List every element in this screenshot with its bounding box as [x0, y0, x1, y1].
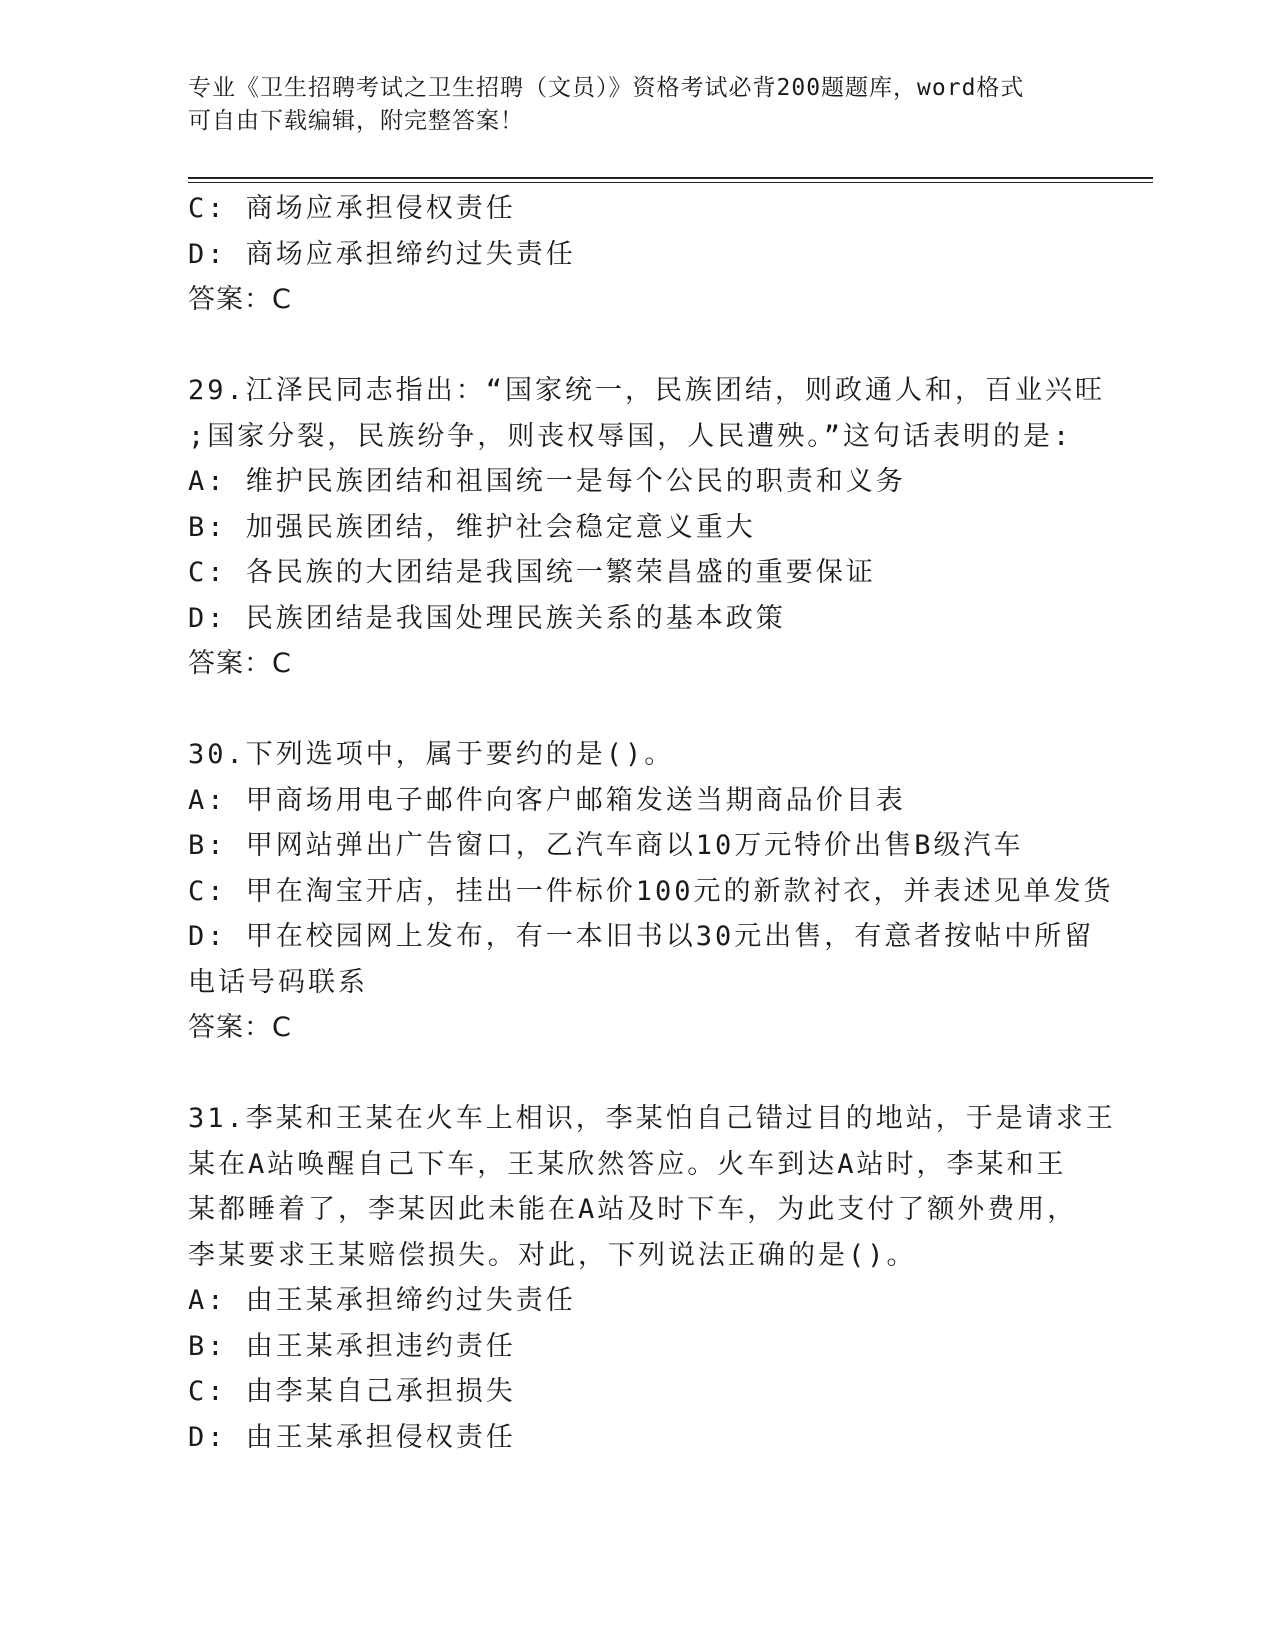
question-31	[188, 1096, 1116, 1460]
answer-label: 答案：C	[188, 284, 292, 315]
spacer	[188, 1051, 1088, 1097]
option-c: C: 由李某自己承担损失	[188, 1376, 516, 1407]
question-stem-line: 某都睡着了，李某因此未能在A站及时下车，为此支付了额外费用，	[188, 1194, 1078, 1225]
header-rule-thick	[188, 177, 1153, 179]
question-stem-line: 李某要求王某赔偿损失。对此，下列说法正确的是()。	[188, 1239, 917, 1271]
option-d: D: 甲在校园网上发布，有一本旧书以30元出售，有意者按帖中所留	[188, 921, 1095, 952]
option-c: C: 甲在淘宝开店，挂出一件标价100元的新款衬衣，并表述见单发货	[188, 875, 1114, 907]
option-a: A: 甲商场用电子邮件向客户邮箱发送当期商品价目表	[188, 784, 906, 816]
header-title-line-2: 可自由下载编辑，附完整答案！	[188, 108, 524, 134]
option-d: D: 商场应承担缔约过失责任	[188, 238, 576, 270]
answer-label: 答案：C	[188, 648, 292, 679]
document-header	[188, 72, 1068, 138]
header-title-line-1: 专业《卫生招聘考试之卫生招聘（文员）》资格考试必背200题题库，word格式	[188, 75, 1025, 101]
question-stem-line: 30.下列选项中，属于要约的是()。	[188, 739, 675, 770]
question-29	[188, 368, 1106, 687]
question-28-tail	[188, 186, 1088, 323]
option-a: A: 维护民族团结和祖国统一是每个公民的职责和义务	[188, 466, 906, 497]
question-stem-line: ;国家分裂，民族纷争，则丧权辱国，人民遭殃。”这句话表明的是:	[188, 420, 1073, 452]
option-c: C: 商场应承担侵权责任	[188, 193, 516, 224]
spacer	[188, 323, 1088, 369]
option-b: B: 由王某承担违约责任	[188, 1330, 516, 1362]
document-body	[188, 186, 1116, 1460]
header-rule-thin	[188, 182, 1153, 183]
option-b: B: 甲网站弹出广告窗口，乙汽车商以10万元特价出售B级汽车	[188, 830, 1024, 861]
option-d-continuation: 电话号码联系	[188, 966, 368, 998]
question-stem-line: 31.李某和王某在火车上相识，李某怕自己错过目的地站，于是请求王	[188, 1103, 1116, 1134]
option-d: D: 民族团结是我国处理民族关系的基本政策	[188, 602, 786, 634]
option-b: B: 加强民族团结，维护社会稳定意义重大	[188, 511, 756, 543]
question-30	[188, 732, 1114, 1051]
question-stem-line: 29.江泽民同志指出：“国家统一，民族团结，则政通人和，百业兴旺	[188, 375, 1106, 406]
question-stem-line: 某在A站唤醒自己下车，王某欣然答应。火车到达A站时，李某和王	[188, 1148, 1067, 1180]
answer-label: 答案：C	[188, 1012, 292, 1043]
option-a: A: 由王某承担缔约过失责任	[188, 1285, 576, 1316]
option-d: D: 由王某承担侵权责任	[188, 1421, 516, 1453]
option-c: C: 各民族的大团结是我国统一繁荣昌盛的重要保证	[188, 557, 876, 588]
spacer	[188, 687, 1088, 733]
